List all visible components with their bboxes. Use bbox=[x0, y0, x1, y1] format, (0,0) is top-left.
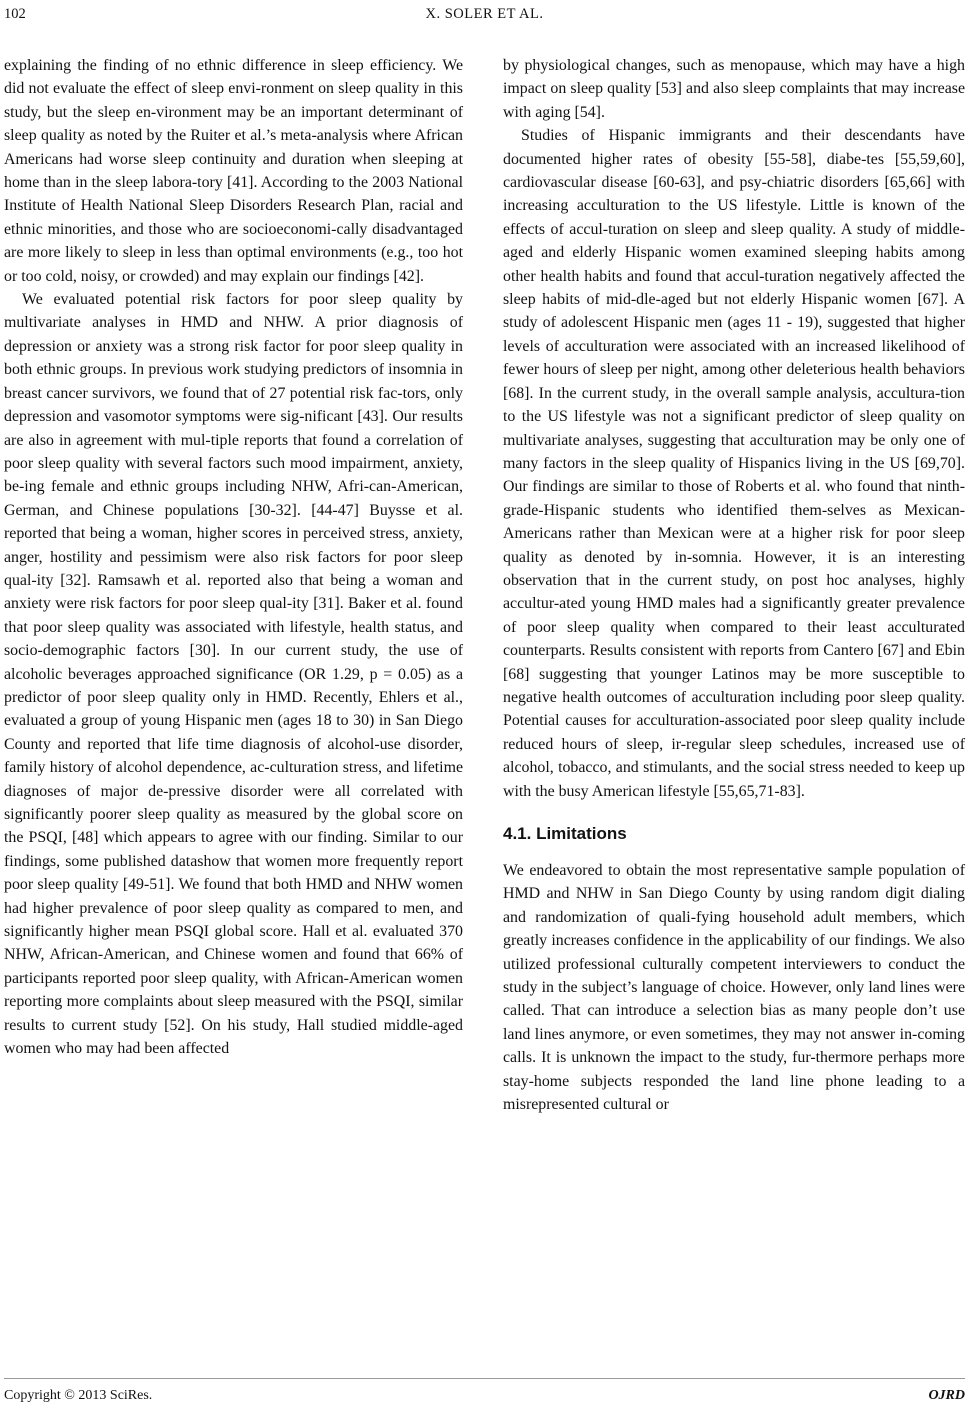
section-heading: 4.1. Limitations bbox=[503, 824, 627, 843]
footer-divider bbox=[4, 1378, 965, 1379]
copyright-notice: Copyright © 2013 SciRes. bbox=[4, 1388, 153, 1403]
paragraph: We endeavored to obtain the most representative sample population of HMD and NHW in San Diego County by using random digit dialing and randomization of quali-fying household adult members, which greatly increases confidence in the applicability of our findings. We also utilized professional culturally competent interviewers to conduct the study in the subject’s language of choice. However, only land lines were called. That can introduce a selection bias as many people don’t use land lines anymore, or even sometimes, they may not answer in-coming calls. It is unknown the impact to the study, fur-thermore perhaps more stay-home subjects responded the land line phone leading to a misrepresented cultural or bbox=[503, 862, 965, 1114]
right-column bbox=[503, 54, 965, 1116]
left-column bbox=[4, 54, 463, 1060]
page-header bbox=[0, 6, 969, 26]
paragraph: We evaluated potential risk factors for poor sleep quality by multivariate analyses in HMD and NHW. A prior diagnosis of depression or anxiety was a strong risk factor for poor sleep quality in both ethnic groups. In previous work studying predictors of insomnia in breast cancer survivors, we found that of 27 potential risk fac-tors, only depression and vasomotor symptoms were sig-nificant [43]. Our results are also in agreement with mul-tiple reports that found a correlation of poor sleep quality with several factors such mood impairment, anxiety, be-ing female and ethnic groups including NHW, Afri-can-American, German, and Chinese populations [30-32]. [44-47] Buysse et al. reported that being a woman, higher scores in perceived stress, anxiety, anger, hostility and pessimism were also risk factors for poor sleep qual-ity [32]. Ramsawh et al. reported also that being a woman and anxiety were risk factors for poor sleep qual-ity [31]. Baker et al. found that poor sleep quality was associated with lifestyle, health status, and socio-demographic factors [30]. In our current study, the use of alcoholic beverages approached significance (OR 1.29, p = 0.05) as a predictor of poor sleep quality only in HMD. Recently, Ehlers et al., evaluated a group of young Hispanic men (ages 18 to 30) in San Diego County and reported that life time diagnosis of alcohol-use disorder, family history of alcohol dependence, ac-culturation stress, and lifetime diagnoses of major de-pressive disorder were all correlated with significantly poorer sleep quality as measured by the global score on the PSQI, [48] which appears to agree with our finding. Similar to our findings, some published datashow that women more frequently report poor sleep quality [49-51]. We found that both HMD and NHW women had higher prevalence of poor sleep quality as compared to men, and significantly higher mean PSQI global score. Hall et al. evaluated 370 NHW, African-American, and Chinese women and found that 66% of participants reported poor sleep quality, with African-American women reporting more complaints about sleep measured with the PSQI, similar results to current study [52]. On his study, Hall studied middle-aged women who may had been affected bbox=[4, 291, 463, 1058]
page-number: 102 bbox=[4, 6, 26, 22]
paragraph: by physiological changes, such as menopause, which may have a high impact on sleep quality [53] and also sleep complaints that may increase with aging [54]. bbox=[503, 57, 965, 121]
journal-abbreviation: OJRD bbox=[928, 1388, 965, 1403]
paragraph: Studies of Hispanic immigrants and their descendants have documented higher rates of obesity [55-58], diabe-tes [55,59,60], cardiovascular disease [60-63], and psy-chiatric disorders [65,66] with increasing acculturation to the US lifestyle. Little is known of the effects of accul-turation on sleep and sleep quality. A study of middle-aged and elderly Hispanic women examined sleeping habits among other health habits and found that accul-turation negatively affected the sleep habits of mid-dle-aged but not elderly Hispanic women [67]. A study of adolescent Hispanic men (ages 11 - 19), suggested that higher levels of acculturation were associated with an increased likelihood of fewer hours of sleep per night, among other deleterious health behaviors [68]. In the current study, in the overall sample analysis, accultura-tion to the US lifestyle was not a significant predictor of sleep quality on multivariate analyses, suggesting that acculturation may be only one of many factors in the sleep quality of Hispanics living in the US [69,70]. Our findings are similar to those of Roberts et al. who found that ninth-grade-Hispanic students who identified them-selves as Mexican-Americans rather than Mexican were at a higher risk for poor sleep quality as denoted by in-somnia. However, it is an interesting observation that in the current study, on post hoc analyses, highly accultur-ated young HMD males had a significantly greater prevalence of poor sleep quality when compared to their least acculturated counterparts. Results consistent with reports from Cantero [67] and Ebin [68] suggesting that younger Latinos may be more susceptible to negative health outcomes of acculturation including poor sleep quality. Potential causes for acculturation-associated poor sleep quality include reduced hours of sleep, ir-regular sleep schedules, increased use of alcohol, tobacco, and stimulants, and the social stress needed to keep up with the busy American lifestyle [55,65,71-83]. bbox=[503, 127, 965, 800]
running-head: X. SOLER ET AL. bbox=[425, 6, 544, 22]
paragraph: explaining the finding of no ethnic difference in sleep efficiency. We did not evaluate the effect of sleep envi-ronment on sleep quality in this study, but the sleep en-vironment may be an important determinant of sleep quality as noted by the Ruiter et al.’s meta-analysis where African Americans had worse sleep continuity and duration when sleeping at home than in the sleep labora-tory [41]. According to the 2003 National Institute of Health National Sleep Disorders Research Plan, racial and ethnic minorities, and those who are socioeconomi-cally disadvantaged are more likely to sleep in less than optimal environments (e.g., too hot or too cold, noisy, or crowded) and may explain our findings [42]. bbox=[4, 57, 463, 285]
page-footer bbox=[0, 1388, 969, 1408]
